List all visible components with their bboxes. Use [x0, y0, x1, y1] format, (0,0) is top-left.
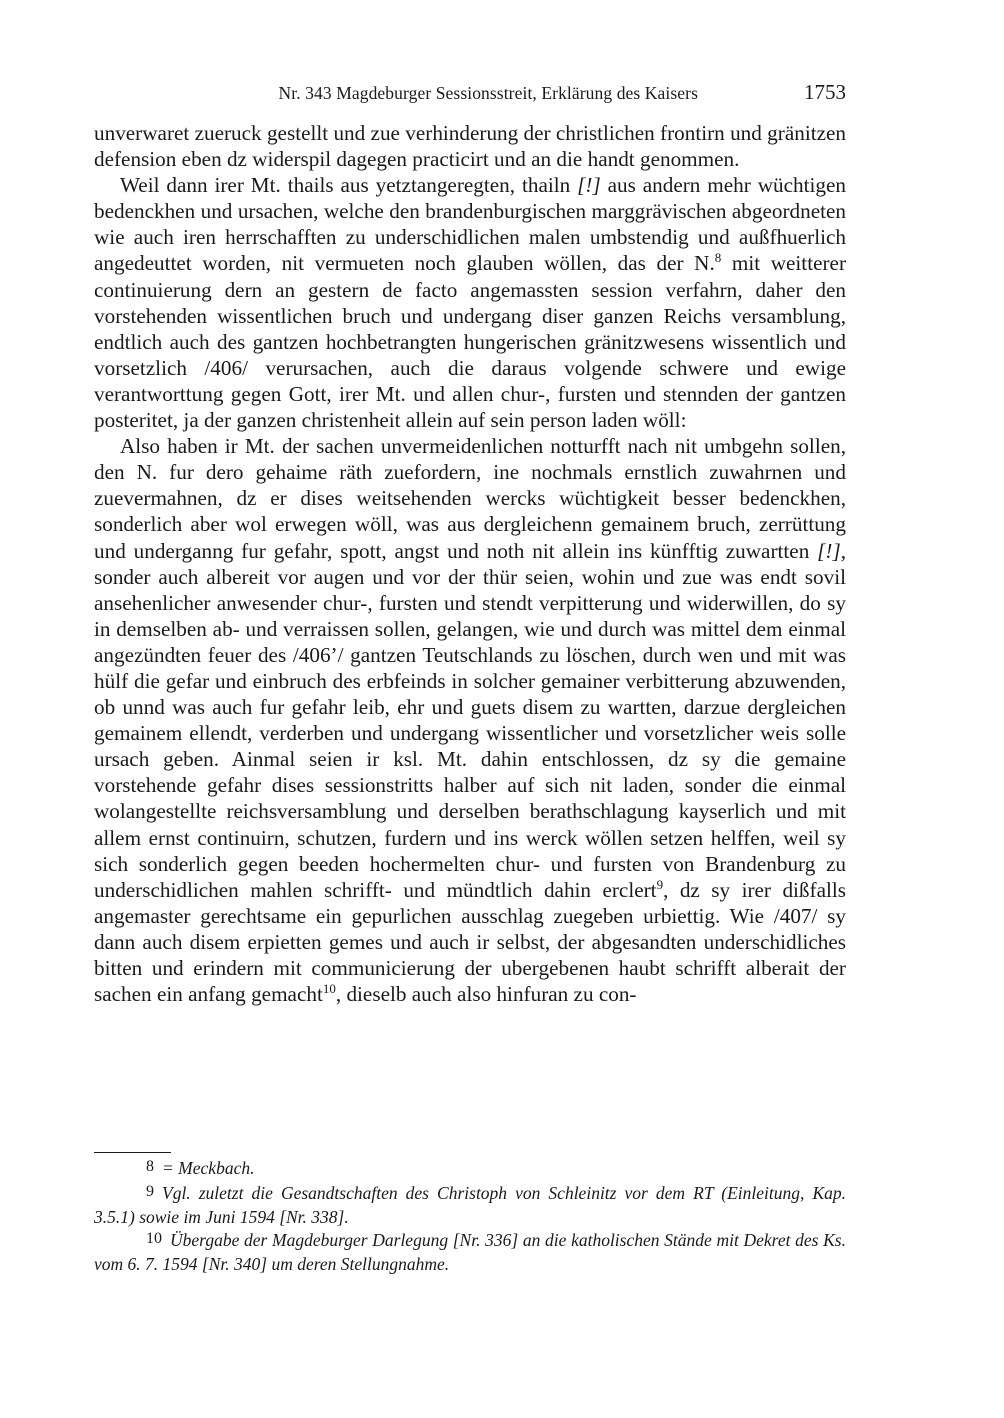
paragraph-text: Weil dann irer Mt. thails aus yetztangeregten, thailn	[120, 173, 578, 198]
footnote-ref-9: 9	[656, 876, 664, 892]
footnotes	[94, 1157, 846, 1276]
paragraph-text: mit weitterer continuierung dern an gestern de facto angemassten session verfahrn, daher den vorstehenden wissentlichen bruch und undergang diser ganzen Reichs versamblung, endtlich auch des gantzen hochbetrangten hungerischen gränitzwesens wissentlich und vorsetzlich /406/ verursachen, auch die daraus volgende schwere und ewige verantworttung gegen Gott, irer Mt. und allen chur-, fursten und stennden der gantzen posteritet, ja der ganzen christenheit allein auf sein person laden wöll:	[94, 251, 846, 433]
editorial-mark: [!]	[817, 538, 841, 563]
footnote-number: 10	[146, 1229, 162, 1247]
paragraph-text: aus andern mehr wüchtigen bedenckhen und ursachen, welche den brandenburgischen marggrävischen abgeordneten wie auch iren herrschafften zu underschidlichen malen umbstendig und außfhuerlich angedeuttet worden, nit vermueten noch glauben wöllen, das der N.	[94, 173, 846, 276]
footnote-text: = Meckbach.	[162, 1158, 255, 1178]
footnote-text: Übergabe der Magdeburger Darlegung [Nr. 336] an die katholischen Stände mit Dekret des Ks. vom 6. 7. 1594 [Nr. 340] um deren Stellungnahme.	[94, 1229, 846, 1274]
footnote	[94, 1182, 846, 1229]
paragraph-text: , sonder auch albereit vor augen und vor der thür seien, wohin und zue was endt sovil ansehenlicher anwesender chur-, fursten und stendt verpitterung und widerwillen, do sy in demselben ab- und verraissen sollen, gelangen, wie und durch was mittel dem einmal angezündten feuer des /406’/ gantzen Teutschlands zu löschen, durch wen und mit was hülf die gefar und einbruch des erbfeinds in solcher gemainer verbitterung abzuwenden, ob unnd was auch fur gefahr leib, ehr und guets disem zu wartten, darzue dergleichen gemainem ellendt, verderben und undergang wissentlicher und vorsetzlicher weis solle ursach geben. Ainmal seien ir ksl. Mt. dahin entschlossen, dz sy die gemaine vorstehende gefahr dises sessionstritts halber auf sich nit laden, sonder die einmal wolangestellte reichsversamblung und derselben berathschlagung kayserlich und mit allem ernst continuirn, schutzen, furdern und ins werck wöllen setzen helffen, weil sy sich sonderlich gegen beeden hochermelten chur- und fursten von Brandenburg zu underschidlichen mahlen schrifft- und mündtlich dahin erclert	[94, 538, 846, 902]
main-text	[94, 120, 846, 1007]
footnote	[94, 1157, 846, 1182]
footnote	[94, 1229, 846, 1276]
editorial-mark: [!]	[577, 173, 601, 198]
page-number: 1753	[804, 80, 846, 104]
footnote-divider	[94, 1152, 171, 1153]
paragraph-text: , dieselb auch also hinfuran zu con-	[335, 982, 637, 1007]
footnote-number: 9	[146, 1182, 154, 1200]
running-head: Nr. 343 Magdeburger Sessionsstreit, Erklärung des Kaisers	[278, 83, 698, 103]
footnote-ref-8: 8	[714, 250, 722, 266]
paragraph-text: , dz sy irer dißfalls angemaster gerechtsame ein gepurlichen ausschlag zuegeben urbiettig. Wie /407/ sy dann auch disem erpietten gemes und auch ir selbst, der abgesandten underschidliches bitten und erindern mit communicierung der ubergebenen haubt schrifft alberait der sachen ein anfang gemacht	[94, 877, 846, 1007]
paragraph	[94, 433, 846, 1007]
paragraph-continuation	[94, 120, 846, 172]
paragraph-text: Also haben ir Mt. der sachen unvermeidenlichen notturfft nach nit umbgehn sollen, den N. fur dero gehaime räth zuefordern, ine nochmals ernstlich zuwahrnen und zuevermahnen, dz er dises weitsehenden wercks wüchtigkeit besser bedenckhen, sonderlich aber wol erwegen wöll, was aus dergleichenn gemainem bruch, zerrüttung und underganng fur gefahr, spott, angst und noth nit allein ins künfftig zuwartten	[94, 434, 846, 563]
footnote-ref-10: 10	[322, 981, 336, 997]
page-header	[94, 80, 846, 108]
footnote-number: 8	[146, 1158, 154, 1175]
paragraph-text: unverwaret zueruck gestellt und zue verhinderung der christlichen frontirn und gränitzen defension eben dz widerspil dagegen practicirt und an die handt genommen.	[94, 121, 846, 172]
footnote-text: Vgl. zuletzt die Gesandtschaften des Christoph von Schleinitz vor dem RT (Einleitung, Kap. 3.5.1) sowie im Juni 1594 [Nr. 338].	[94, 1182, 846, 1227]
paragraph	[94, 172, 846, 433]
